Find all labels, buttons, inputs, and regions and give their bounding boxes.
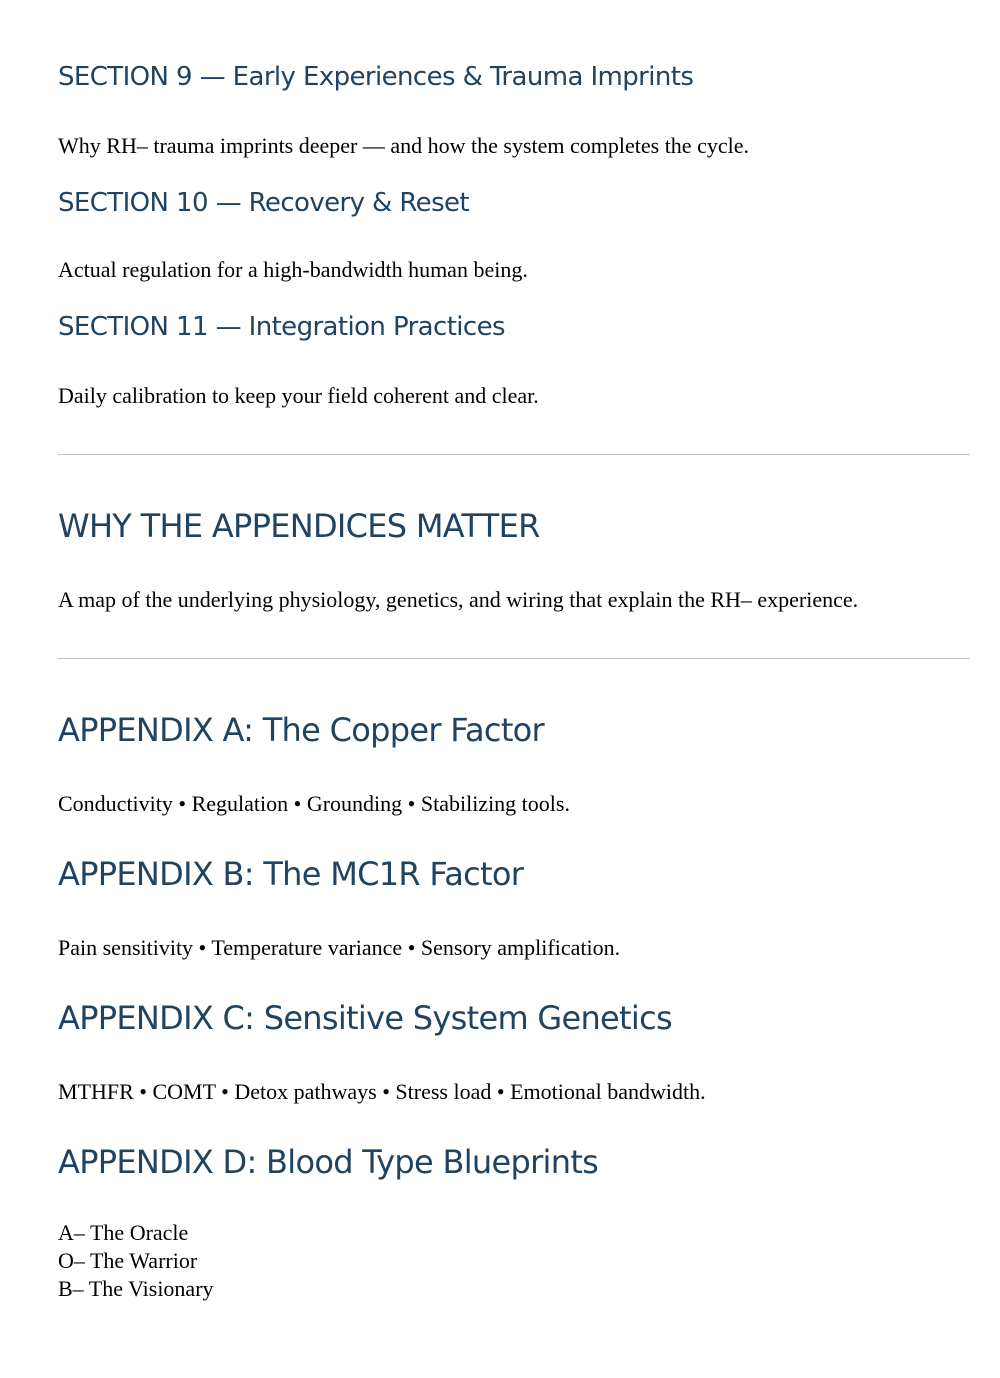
section-10-heading: SECTION 10 — Recovery & Reset (58, 188, 470, 218)
horizontal-divider (58, 454, 970, 455)
list-item: A– The Oracle (58, 1220, 189, 1245)
section-9-text: Why RH– trauma imprints deeper — and how the system completes the cycle. (58, 133, 749, 158)
blood-type-list (58, 1219, 214, 1303)
appendix-a-text: Conductivity • Regulation • Grounding • Stabilizing tools. (58, 791, 570, 816)
appendix-c-text: MTHFR • COMT • Detox pathways • Stress load • Emotional bandwidth. (58, 1079, 706, 1104)
horizontal-divider (58, 658, 970, 659)
section-11-text: Daily calibration to keep your field coherent and clear. (58, 383, 539, 408)
section-11-heading: SECTION 11 — Integration Practices (58, 312, 505, 342)
appendix-b-text: Pain sensitivity • Temperature variance • Sensory amplification. (58, 935, 621, 960)
why-appendices-text: A map of the underlying physiology, genetics, and wiring that explain the RH– experience. (58, 587, 859, 612)
section-9-heading: SECTION 9 — Early Experiences & Trauma Imprints (58, 62, 694, 92)
section-10-text: Actual regulation for a high-bandwidth human being. (58, 257, 528, 282)
why-appendices-heading: WHY THE APPENDICES MATTER (58, 507, 540, 545)
appendix-d-heading: APPENDIX D: Blood Type Blueprints (58, 1143, 599, 1181)
list-item: B– The Visionary (58, 1276, 214, 1301)
appendix-b-heading: APPENDIX B: The MC1R Factor (58, 855, 524, 893)
appendix-a-heading: APPENDIX A: The Copper Factor (58, 711, 544, 749)
appendix-c-heading: APPENDIX C: Sensitive System Genetics (58, 999, 672, 1037)
list-item: O– The Warrior (58, 1248, 198, 1273)
